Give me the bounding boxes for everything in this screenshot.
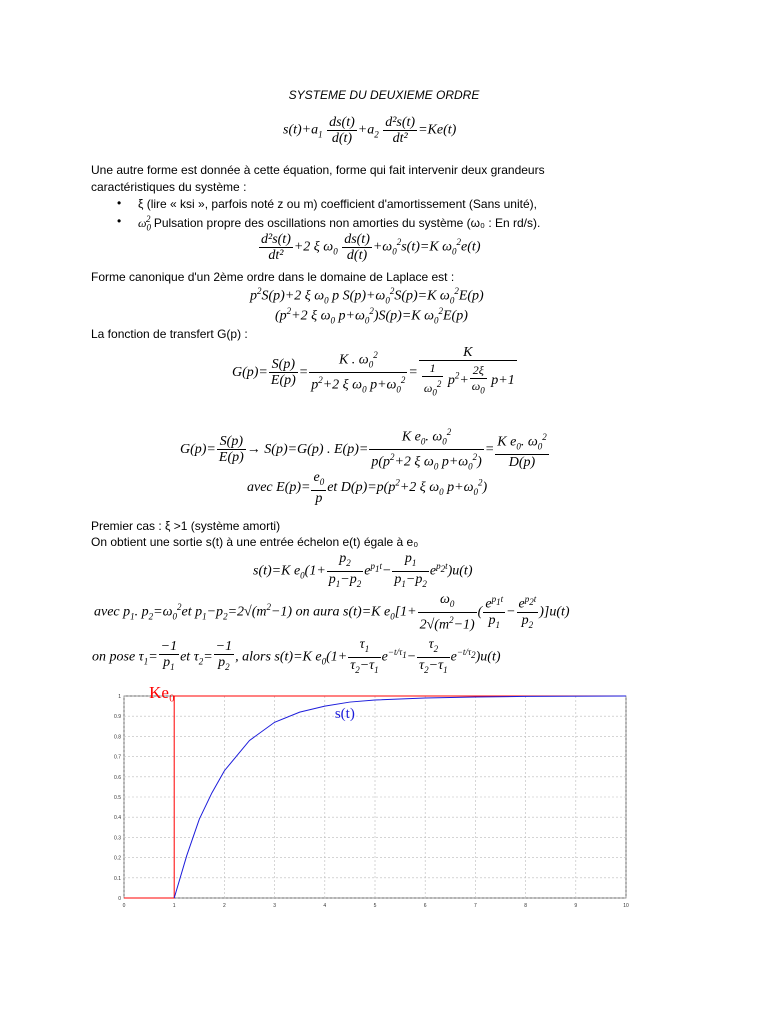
x-tick-label: 6 (423, 903, 427, 909)
equation-canonical-time: $\frac{\text{d²s(t)}}{\text{dt²}}$ +2 ξ $\omega_0$ $\frac{ds(t)}{d(t)}$ $+\omega_0^2s(t)=K$ $\omega_0^2e(t)$ (261, 232, 481, 263)
paragraph-line: Une autre forme est donnée à cette équation, forme qui fait intervenir deux grandeurs (91, 163, 545, 177)
y-tick-label: 0.3 (114, 835, 121, 842)
equation-output-laplace: G(p)= $\frac{S(p)}{E(p)}$ → S(p)=G(p) . E(p)= $\frac{K e_0. \omega_0^2}{p(p^2+2 \xi \omega_0 p+\omega_0^2)}$ = $\frac{K e_0. \omega_0^2}{D(p)}$ (180, 427, 547, 472)
bullet-text: Pulsation propre des oscillations non amorties du système (ω₀ : En rd/s). (153, 216, 541, 230)
y-tick-label: 0.2 (114, 855, 121, 862)
equation-avec-E: avec E(p)= $\frac{e_0}{p}$ et $D(p)=p(p^2+2$ ξ $\omega_0$ $p+\omega_0^2$) (247, 470, 488, 506)
x-tick-label: 3 (273, 903, 276, 909)
y-tick-label: 0 (118, 896, 121, 902)
x-tick-label: 0 (122, 903, 126, 909)
bullet-icon: • (117, 214, 122, 228)
equation-differential: $s(t)+a_1$ $\frac{ds(t)}{d(t)}$ $+a_2$ $\frac{\text{d²s(t)}}{\text{dt²}}$ =Ke(t) (283, 115, 457, 146)
x-tick-label: 10 (623, 903, 629, 909)
x-tick-label: 1 (172, 903, 176, 909)
y-tick-label: 0.9 (114, 714, 121, 721)
x-tick-label: 7 (474, 903, 477, 909)
x-tick-label: 9 (574, 903, 578, 909)
paragraph-line: On obtient une sortie s(t) à une entrée échelon e(t) égale à e₀ (91, 535, 419, 549)
equation-transfer-function: G(p)= $\frac{S(p)}{E(p)}$ = $\frac{K . \omega_0^2}{p^2+2 \xi \omega_0 p+\omega_0^2}$ = K $\frac{1}{\omega_0^2}$ $p^2+$ $\frac{2\xi}{\omega_0}$ p+1 (232, 345, 515, 398)
y-tick-label: 0.6 (114, 774, 121, 781)
paragraph-line: Premier cas : ξ >1 (système amorti) (91, 519, 281, 533)
y-tick-label: 0.4 (114, 815, 121, 822)
page-title: SYSTEME DU DEUXIEME ORDRE (288, 88, 480, 102)
paragraph-line: La fonction de transfert G(p) : (91, 327, 248, 341)
annotation-st: s(t) (334, 706, 355, 723)
bullet-icon: • (117, 196, 122, 210)
y-tick-label: 0.7 (114, 754, 121, 761)
equation-laplace-1: $p^2S(p)+2$ ξ $\omega_0$ p $S(p)+\omega_0^2S(p)=K$ $\omega_0^2E(p)$ (250, 286, 484, 306)
bullet-text-omega: $\omega_0^2$ Pulsation propre des oscillations non amorties du système (ω₀ : En rd/s). (138, 214, 541, 233)
y-tick-label: 0.8 (114, 734, 121, 741)
x-tick-label: 8 (524, 903, 527, 909)
paragraph-line: Forme canonique d'un 2ème ordre dans le domaine de Laplace est : (91, 270, 455, 284)
bullet-text: ξ (lire « ksi », parfois noté z ou m) coefficient d'amortissement (Sans unité), (138, 197, 537, 211)
equation-avec-p1p2: avec $p_1$. $p_2=\omega_0^2et$ $p_1-p_2=2√(m^2-1)$ on aura s(t)=K $e_0[1+$ $\frac{\omega_0}{2√(m^2-1)}$ ( $\frac{e^{p_1t}}{p_1}$ − $\frac{e^{p_2t}}{p_2}$ )]u(t) (94, 592, 570, 633)
paragraph-line: caractéristiques du système : (91, 180, 247, 194)
y-tick-label: 0.5 (114, 795, 121, 801)
equation-tau: on pose $\tau_1=$ $\frac{-1}{p_1}$ et $\tau_2=$ $\frac{-1}{p_2}$ , alors s(t)=K $e_0(1+$ $\frac{\tau_1}{\tau_2-\tau_1}$ $e^{-t/\tau_1}-$ $\frac{\tau_2}{\tau_2-\tau_1}$ $e^{-t/\tau_2})u(t)$ (92, 637, 501, 675)
equation-step-response: s(t)=K $e_0(1+$ $\frac{p_2}{p_1-p_2}$ $e^{p_1t}-$ $\frac{p_1}{p_1-p_2}$ $e^{p_2t})u(t)$ (253, 551, 473, 589)
y-tick-label: 1 (118, 694, 121, 700)
step-response-chart (110, 684, 630, 912)
x-tick-label: 4 (323, 903, 327, 909)
equation-laplace-2: ($p^2+2$ ξ $\omega_0$ $p+\omega_0^2)S(p)=K$ $\omega_0^2E(p)$ (275, 306, 468, 326)
y-tick-label: 0.1 (114, 875, 121, 882)
x-tick-label: 5 (373, 903, 377, 909)
x-tick-label: 2 (223, 903, 226, 909)
annotation-ke0: Ke₀ (149, 684, 175, 702)
